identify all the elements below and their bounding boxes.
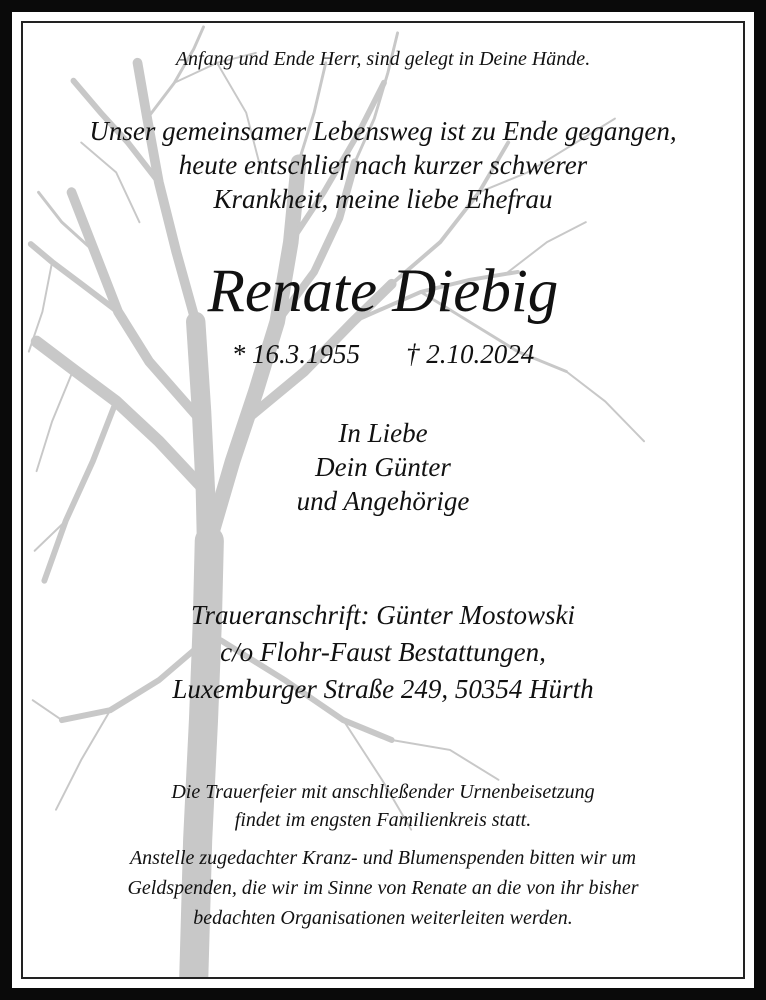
donation-notice: Anstelle zugedachter Kranz- und Blumenspenden bitten wir um Geldspenden, die wir im Sinne von Renate an die von ihr bisher bedachten Organisationen weiterleiten werden.	[127, 847, 639, 929]
condolence-address: Traueranschrift: Günter Mostowski c/o Flohr-Faust Bestattungen, Luxemburger Straße 249, 50354 Hürth	[172, 600, 594, 704]
bible-verse: Anfang und Ende Herr, sind gelegt in Deine Hände.	[175, 48, 591, 70]
mourners-signature: In Liebe Dein Günter und Angehörige	[296, 418, 470, 516]
birth-date: * 16.3.1955	[231, 339, 360, 369]
intro-text: Unser gemeinsamer Lebensweg ist zu Ende gegangen, heute entschlief nach kurzer schwerer Krankheit, meine liebe Ehefrau	[89, 116, 677, 214]
deceased-name: Renate Diebig	[207, 258, 559, 325]
obituary-text	[23, 23, 743, 977]
life-dates	[23, 337, 743, 371]
obituary-frame-inner	[21, 21, 745, 979]
death-date: † 2.10.2024	[406, 339, 535, 369]
ceremony-notice: Die Trauerfeier mit anschließender Urnenbeisetzung findet im engsten Familienkreis statt.	[171, 781, 595, 831]
